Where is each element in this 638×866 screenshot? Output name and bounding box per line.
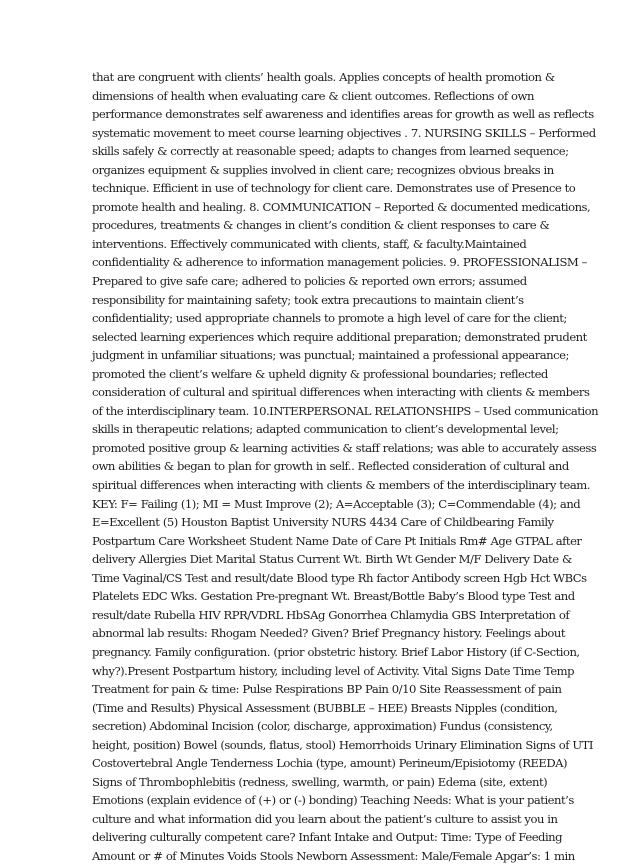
text-line: judgment in unfamiliar situations; was punctual; maintained a professional appearance;: [92, 348, 569, 363]
text-line: E=Excellent (5) Houston Baptist University NURS 4434 Care of Childbearing Family: [92, 515, 554, 530]
text-line: technique. Efficient in use of technology for client care. Demonstrates use of Presence to: [92, 181, 576, 196]
text-line: result/date Rubella HIV RPR/VDRL HbSAg Gonorrhea Chlamydia GBS Interpretation of: [92, 607, 570, 622]
text-line: systematic movement to meet course learning objectives . 7. NURSING SKILLS – Performed: [92, 125, 596, 140]
text-line: secretion) Abdominal Incision (color, discharge, approximation) Fundus (consistency,: [92, 719, 553, 734]
text-line: of the interdisciplinary team. 10.INTERPERSONAL RELATIONSHIPS – Used communication: [92, 403, 599, 418]
text-line: responsibility for maintaining safety; took extra precautions to maintain client’s: [92, 292, 524, 307]
text-line: Postpartum Care Worksheet Student Name Date of Care Pt Initials Rm# Age GTPAL after: [92, 533, 582, 548]
text-line: delivery Allergies Diet Marital Status Current Wt. Birth Wt Gender M/F Delivery Date &: [92, 552, 572, 567]
text-line: that are congruent with clients’ health goals. Applies concepts of health promotion &: [92, 70, 555, 84]
body-text: [92, 68, 599, 866]
text-line: culture and what information did you learn about the patient’s culture to assist you in: [92, 811, 558, 826]
text-line: (Time and Results) Physical Assessment (BUBBLE – HEE) Breasts Nipples (condition,: [92, 700, 558, 715]
text-line: KEY: F= Failing (1); MI = Must Improve (2); A=Acceptable (3); C=Commendable (4); and: [92, 496, 581, 511]
text-line: own abilities & began to plan for growth in self.. Reflected consideration of cultural and: [92, 459, 569, 474]
text-line: Platelets EDC Wks. Gestation Pre-pregnant Wt. Breast/Bottle Baby’s Blood type Test and: [92, 589, 575, 604]
text-line: why?).Present Postpartum history, including level of Activity. Vital Signs Date Time Temp: [92, 663, 575, 678]
text-line: height, position) Bowel (sounds, flatus, stool) Hemorrhoids Urinary Elimination Signs of UTI: [92, 737, 593, 752]
text-line: procedures, treatments & changes in client’s condition & client responses to care &: [92, 218, 550, 233]
text-line: promoted positive group & learning activities & staff relations; was able to accurately assess: [92, 440, 597, 455]
text-line: consideration of cultural and spiritual differences when interacting with clients & members: [92, 385, 590, 400]
text-line: Signs of Thrombophlebitis (redness, swelling, warmth, or pain) Edema (site, extent): [92, 774, 548, 789]
text-line: Costovertebral Angle Tenderness Lochia (type, amount) Perineum/Episiotomy (REEDA): [92, 756, 568, 771]
text-line: interventions. Effectively communicated with clients, staff, & faculty.Maintained: [92, 236, 527, 251]
text-line: selected learning experiences which require additional preparation; demonstrated prudent: [92, 329, 587, 344]
text-line: confidentiality; used appropriate channels to promote a high level of care for the client;: [92, 311, 567, 326]
text-line: abnormal lab results: Rhogam Needed? Given? Brief Pregnancy history. Feelings about: [92, 626, 565, 641]
text-line: performance demonstrates self awareness and identifies areas for growth as well as reflects: [92, 107, 594, 122]
text-line: organizes equipment & supplies involved in client care; recognizes obvious breaks in: [92, 162, 554, 177]
text-line: delivering culturally competent care? Infant Intake and Output: Time: Type of Feeding: [92, 830, 563, 845]
text-line: Amount or # of Minutes Voids Stools Newborn Assessment: Male/Female Apgar’s: 1 min: [92, 848, 575, 863]
text-line: promoted the client’s welfare & upheld dignity & professional boundaries; reflected: [92, 366, 548, 381]
text-line: Prepared to give safe care; adhered to policies & reported own errors; assumed: [92, 274, 527, 289]
text-line: promote health and healing. 8. COMMUNICATION – Reported & documented medications,: [92, 199, 591, 214]
text-line: spiritual differences when interacting with clients & members of the interdisciplinary team.: [92, 478, 590, 493]
text-line: confidentiality & adherence to information management policies. 9. PROFESSIONALISM –: [92, 255, 587, 270]
text-line: Treatment for pain & time: Pulse Respirations BP Pain 0/10 Site Reassessment of pain: [92, 682, 562, 697]
text-line: pregnancy. Family configuration. (prior obstetric history. Brief Labor History (if C-Section,: [92, 644, 580, 659]
text-line: skills safely & correctly at reasonable speed; adapts to changes from learned sequence;: [92, 144, 569, 159]
text-line: skills in therapeutic relations; adapted communication to client’s developmental level;: [92, 422, 559, 437]
text-line: Time Vaginal/CS Test and result/date Blood type Rh factor Antibody screen Hgb Hct WBCs: [92, 570, 587, 585]
text-line: dimensions of health when evaluating care & client outcomes. Reflections of own: [92, 88, 534, 103]
text-line: Emotions (explain evidence of (+) or (-) bonding) Teaching Needs: What is your patient’s: [92, 793, 574, 808]
